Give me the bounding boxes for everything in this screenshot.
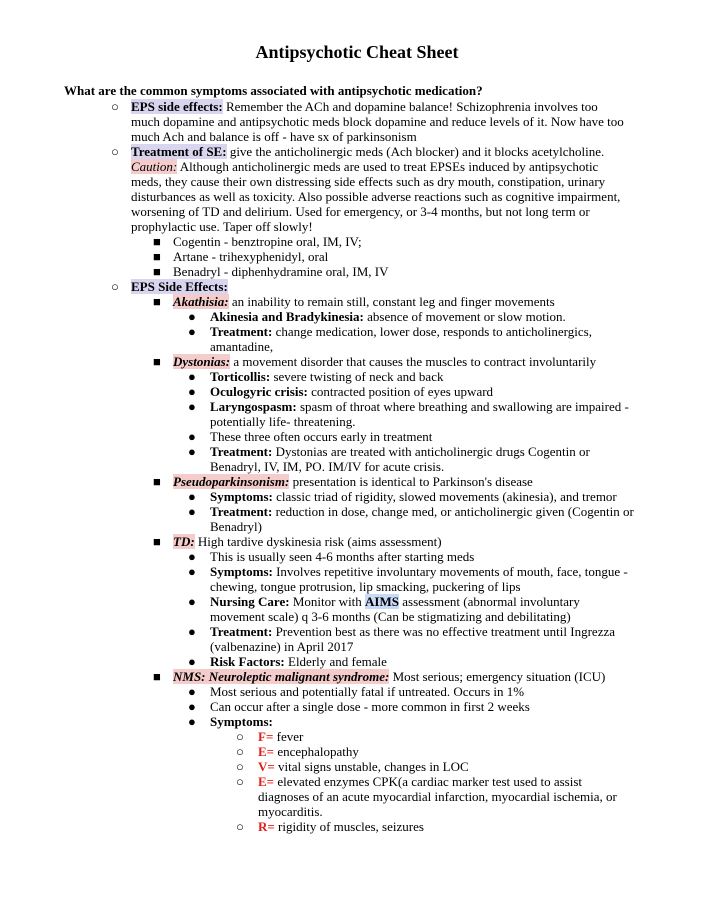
nms-subitem bbox=[188, 684, 635, 699]
med-text: Cogentin - benztropine oral, IM, IV; bbox=[173, 234, 362, 249]
circle-bullet-icon: ○ bbox=[236, 774, 244, 789]
subitem-text: This is usually seen 4-6 months after starting meds bbox=[210, 549, 475, 564]
dot-bullet-icon: ● bbox=[188, 309, 196, 324]
subitem-text: severe twisting of neck and back bbox=[270, 369, 444, 384]
dot-bullet-icon: ● bbox=[188, 624, 196, 639]
nms-label: NMS: Neuroleptic malignant syndrome: bbox=[173, 669, 390, 684]
circle-bullet-icon: ○ bbox=[111, 279, 119, 294]
dot-bullet-icon: ● bbox=[188, 429, 196, 444]
symptom-text: vital signs unstable, changes in LOC bbox=[274, 759, 469, 774]
dot-bullet-icon: ● bbox=[188, 684, 196, 699]
subitem-label: Treatment: bbox=[210, 324, 273, 339]
eps-text: Remember the ACh and dopamine balance! Schizophrenia involves too much dopamine and antipsychotic meds block dopamine and reduce levels of it. Now have too much Ach and balance is off - have sx of parkinsonism bbox=[131, 99, 624, 144]
dot-bullet-icon: ● bbox=[188, 444, 196, 459]
dot-bullet-icon: ● bbox=[188, 549, 196, 564]
akathisia-text: an inability to remain still, constant leg and finger movements bbox=[228, 294, 555, 309]
subitem-label: Akinesia and Bradykinesia: bbox=[210, 309, 364, 324]
td-subitem bbox=[188, 594, 635, 624]
square-bullet-icon: ■ bbox=[153, 264, 161, 279]
circle-bullet-icon: ○ bbox=[236, 744, 244, 759]
td-item bbox=[153, 534, 633, 549]
subitem-text: assessment (abnormal involuntary movement scale) q 3-6 months (Can be stigmatizing and debilitating) bbox=[210, 594, 580, 624]
nms-symptom bbox=[236, 759, 636, 774]
subitem-text: Involves repetitive involuntary movements of mouth, face, tongue -chewing, tongue protrusion, lip smacking, puckering of lips bbox=[210, 564, 628, 594]
subitem-label: Symptoms: bbox=[210, 714, 273, 729]
nms-text: Most serious; emergency situation (ICU) bbox=[389, 669, 606, 684]
subitem-label: Laryngospasm: bbox=[210, 399, 297, 414]
med-item bbox=[153, 234, 633, 249]
symptom-letter: V= bbox=[258, 759, 275, 774]
subitem-label: Treatment: bbox=[210, 624, 273, 639]
pseudoparkinsonism-subitem bbox=[188, 504, 635, 534]
nms-subitem bbox=[188, 714, 635, 729]
symptom-text: rigidity of muscles, seizures bbox=[274, 819, 424, 834]
eps-side-effects-item bbox=[111, 99, 629, 144]
subitem-text: classic triad of rigidity, slowed movements (akinesia), and tremor bbox=[272, 489, 617, 504]
square-bullet-icon: ■ bbox=[153, 474, 161, 489]
dystonias-label: Dystonias: bbox=[173, 354, 231, 369]
pseudoparkinsonism-subitem bbox=[188, 489, 635, 504]
aims-highlight: AIMS bbox=[365, 594, 399, 609]
akathisia-item bbox=[153, 294, 633, 309]
subitem-text: Elderly and female bbox=[284, 654, 387, 669]
subitem-text: absence of movement or slow motion. bbox=[363, 309, 566, 324]
med-item bbox=[153, 249, 633, 264]
subitem-label: Risk Factors: bbox=[210, 654, 285, 669]
akathisia-label: Akathisia: bbox=[173, 294, 229, 309]
dystonias-subitem bbox=[188, 399, 635, 429]
dystonias-item bbox=[153, 354, 633, 369]
subitem-label: Torticollis: bbox=[210, 369, 271, 384]
subitem-text: Most serious and potentially fatal if untreated. Occurs in 1% bbox=[210, 684, 525, 699]
subitem-label: Oculogyric crisis: bbox=[210, 384, 308, 399]
subitem-label: Nursing Care: bbox=[210, 594, 290, 609]
question-heading: What are the common symptoms associated with antipsychotic medication? bbox=[64, 83, 483, 98]
symptom-text: fever bbox=[273, 729, 304, 744]
square-bullet-icon: ■ bbox=[153, 294, 161, 309]
subitem-label: Treatment: bbox=[210, 444, 273, 459]
symptom-letter: R= bbox=[258, 819, 275, 834]
subitem-text: Monitor with bbox=[289, 594, 366, 609]
square-bullet-icon: ■ bbox=[153, 249, 161, 264]
med-item bbox=[153, 264, 633, 279]
med-text: Artane - trihexyphenidyl, oral bbox=[173, 249, 329, 264]
subitem-text: change medication, lower dose, responds to anticholinergics, amantadine, bbox=[210, 324, 592, 354]
subitem-text: reduction in dose, change med, or anticholinergic given (Cogentin or Benadryl) bbox=[210, 504, 634, 534]
dystonias-subitem bbox=[188, 369, 635, 384]
td-label: TD: bbox=[173, 534, 195, 549]
circle-bullet-icon: ○ bbox=[236, 729, 244, 744]
subitem-label: Symptoms: bbox=[210, 564, 273, 579]
circle-bullet-icon: ○ bbox=[111, 99, 119, 114]
subitem-text: contracted position of eyes upward bbox=[307, 384, 494, 399]
eps-label: EPS side effects: bbox=[131, 99, 223, 114]
symptom-text: elevated enzymes CPK(a cardiac marker test used to assist diagnoses of an acute myocardial infarction, myocardial ischemia, or myocarditis. bbox=[258, 774, 617, 819]
td-subitem bbox=[188, 654, 635, 669]
dot-bullet-icon: ● bbox=[188, 384, 196, 399]
treatment-item bbox=[111, 144, 629, 234]
pseudoparkinsonism-label: Pseudoparkinsonism: bbox=[173, 474, 290, 489]
nms-item bbox=[153, 669, 633, 684]
symptom-letter: E= bbox=[258, 744, 275, 759]
td-subitem bbox=[188, 564, 635, 594]
square-bullet-icon: ■ bbox=[153, 354, 161, 369]
dot-bullet-icon: ● bbox=[188, 699, 196, 714]
circle-bullet-icon: ○ bbox=[236, 759, 244, 774]
treatment-label: Treatment of SE: bbox=[131, 144, 227, 159]
circle-bullet-icon: ○ bbox=[111, 144, 119, 159]
akathisia-subitem bbox=[188, 324, 635, 354]
dot-bullet-icon: ● bbox=[188, 399, 196, 414]
circle-bullet-icon: ○ bbox=[236, 819, 244, 834]
nms-symptom bbox=[236, 774, 636, 819]
subitem-text: spasm of throat where breathing and swallowing are impaired - potentially life- threatening. bbox=[210, 399, 629, 429]
nms-symptom bbox=[236, 729, 636, 744]
eps-section-label: EPS Side Effects: bbox=[131, 279, 228, 294]
subitem-text: Can occur after a single dose - more common in first 2 weeks bbox=[210, 699, 530, 714]
med-text: Benadryl - diphenhydramine oral, IM, IV bbox=[173, 264, 389, 279]
dot-bullet-icon: ● bbox=[188, 654, 196, 669]
treatment-text: give the anticholinergic meds (Ach blocker) and it blocks acetylcholine. bbox=[226, 144, 605, 159]
nms-subitem bbox=[188, 699, 635, 714]
dystonias-text: a movement disorder that causes the muscles to contract involuntarily bbox=[230, 354, 597, 369]
dot-bullet-icon: ● bbox=[188, 714, 196, 729]
dot-bullet-icon: ● bbox=[188, 489, 196, 504]
eps-side-effects-section bbox=[111, 279, 629, 294]
dot-bullet-icon: ● bbox=[188, 504, 196, 519]
td-subitem bbox=[188, 549, 635, 564]
td-text: High tardive dyskinesia risk (aims assessment) bbox=[194, 534, 442, 549]
dystonias-subitem bbox=[188, 384, 635, 399]
square-bullet-icon: ■ bbox=[153, 534, 161, 549]
symptom-letter: F= bbox=[258, 729, 274, 744]
page-title: Antipsychotic Cheat Sheet bbox=[255, 42, 459, 62]
dystonias-subitem bbox=[188, 429, 635, 444]
symptom-letter: E= bbox=[258, 774, 275, 789]
nms-symptom bbox=[236, 744, 636, 759]
pseudoparkinsonism-text: presentation is identical to Parkinson's disease bbox=[289, 474, 533, 489]
nms-symptom bbox=[236, 819, 636, 834]
dot-bullet-icon: ● bbox=[188, 564, 196, 579]
td-subitem bbox=[188, 624, 635, 654]
symptom-text: encephalopathy bbox=[274, 744, 359, 759]
dot-bullet-icon: ● bbox=[188, 594, 196, 609]
dot-bullet-icon: ● bbox=[188, 324, 196, 339]
square-bullet-icon: ■ bbox=[153, 669, 161, 684]
square-bullet-icon: ■ bbox=[153, 234, 161, 249]
caution-text: Although anticholinergic meds are used to treat EPSEs induced by antipsychotic meds, they cause their own distressing side effects such as dry mouth, constipation, urinary disturbances as well as toxicity. Also possible adverse reactions such as cognitive impairment, worsening of TD and delirium. Used for emergency, or 3-4 months, but not long term or prophylactic use. Taper off slowly! bbox=[131, 159, 621, 234]
dystonias-subitem bbox=[188, 444, 635, 474]
subitem-label: Symptoms: bbox=[210, 489, 273, 504]
subitem-label: Treatment: bbox=[210, 504, 273, 519]
pseudoparkinsonism-item bbox=[153, 474, 633, 489]
subitem-text: Prevention best as there was no effective treatment until Ingrezza (valbenazine) in April 2017 bbox=[210, 624, 616, 654]
subitem-text: Dystonias are treated with anticholinergic drugs Cogentin or Benadryl, IV, IM, PO. IM/IV for acute crisis. bbox=[210, 444, 590, 474]
akathisia-subitem bbox=[188, 309, 635, 324]
caution-label: Caution: bbox=[131, 159, 178, 174]
dot-bullet-icon: ● bbox=[188, 369, 196, 384]
document-body bbox=[0, 99, 714, 834]
subitem-text: These three often occurs early in treatment bbox=[210, 429, 433, 444]
